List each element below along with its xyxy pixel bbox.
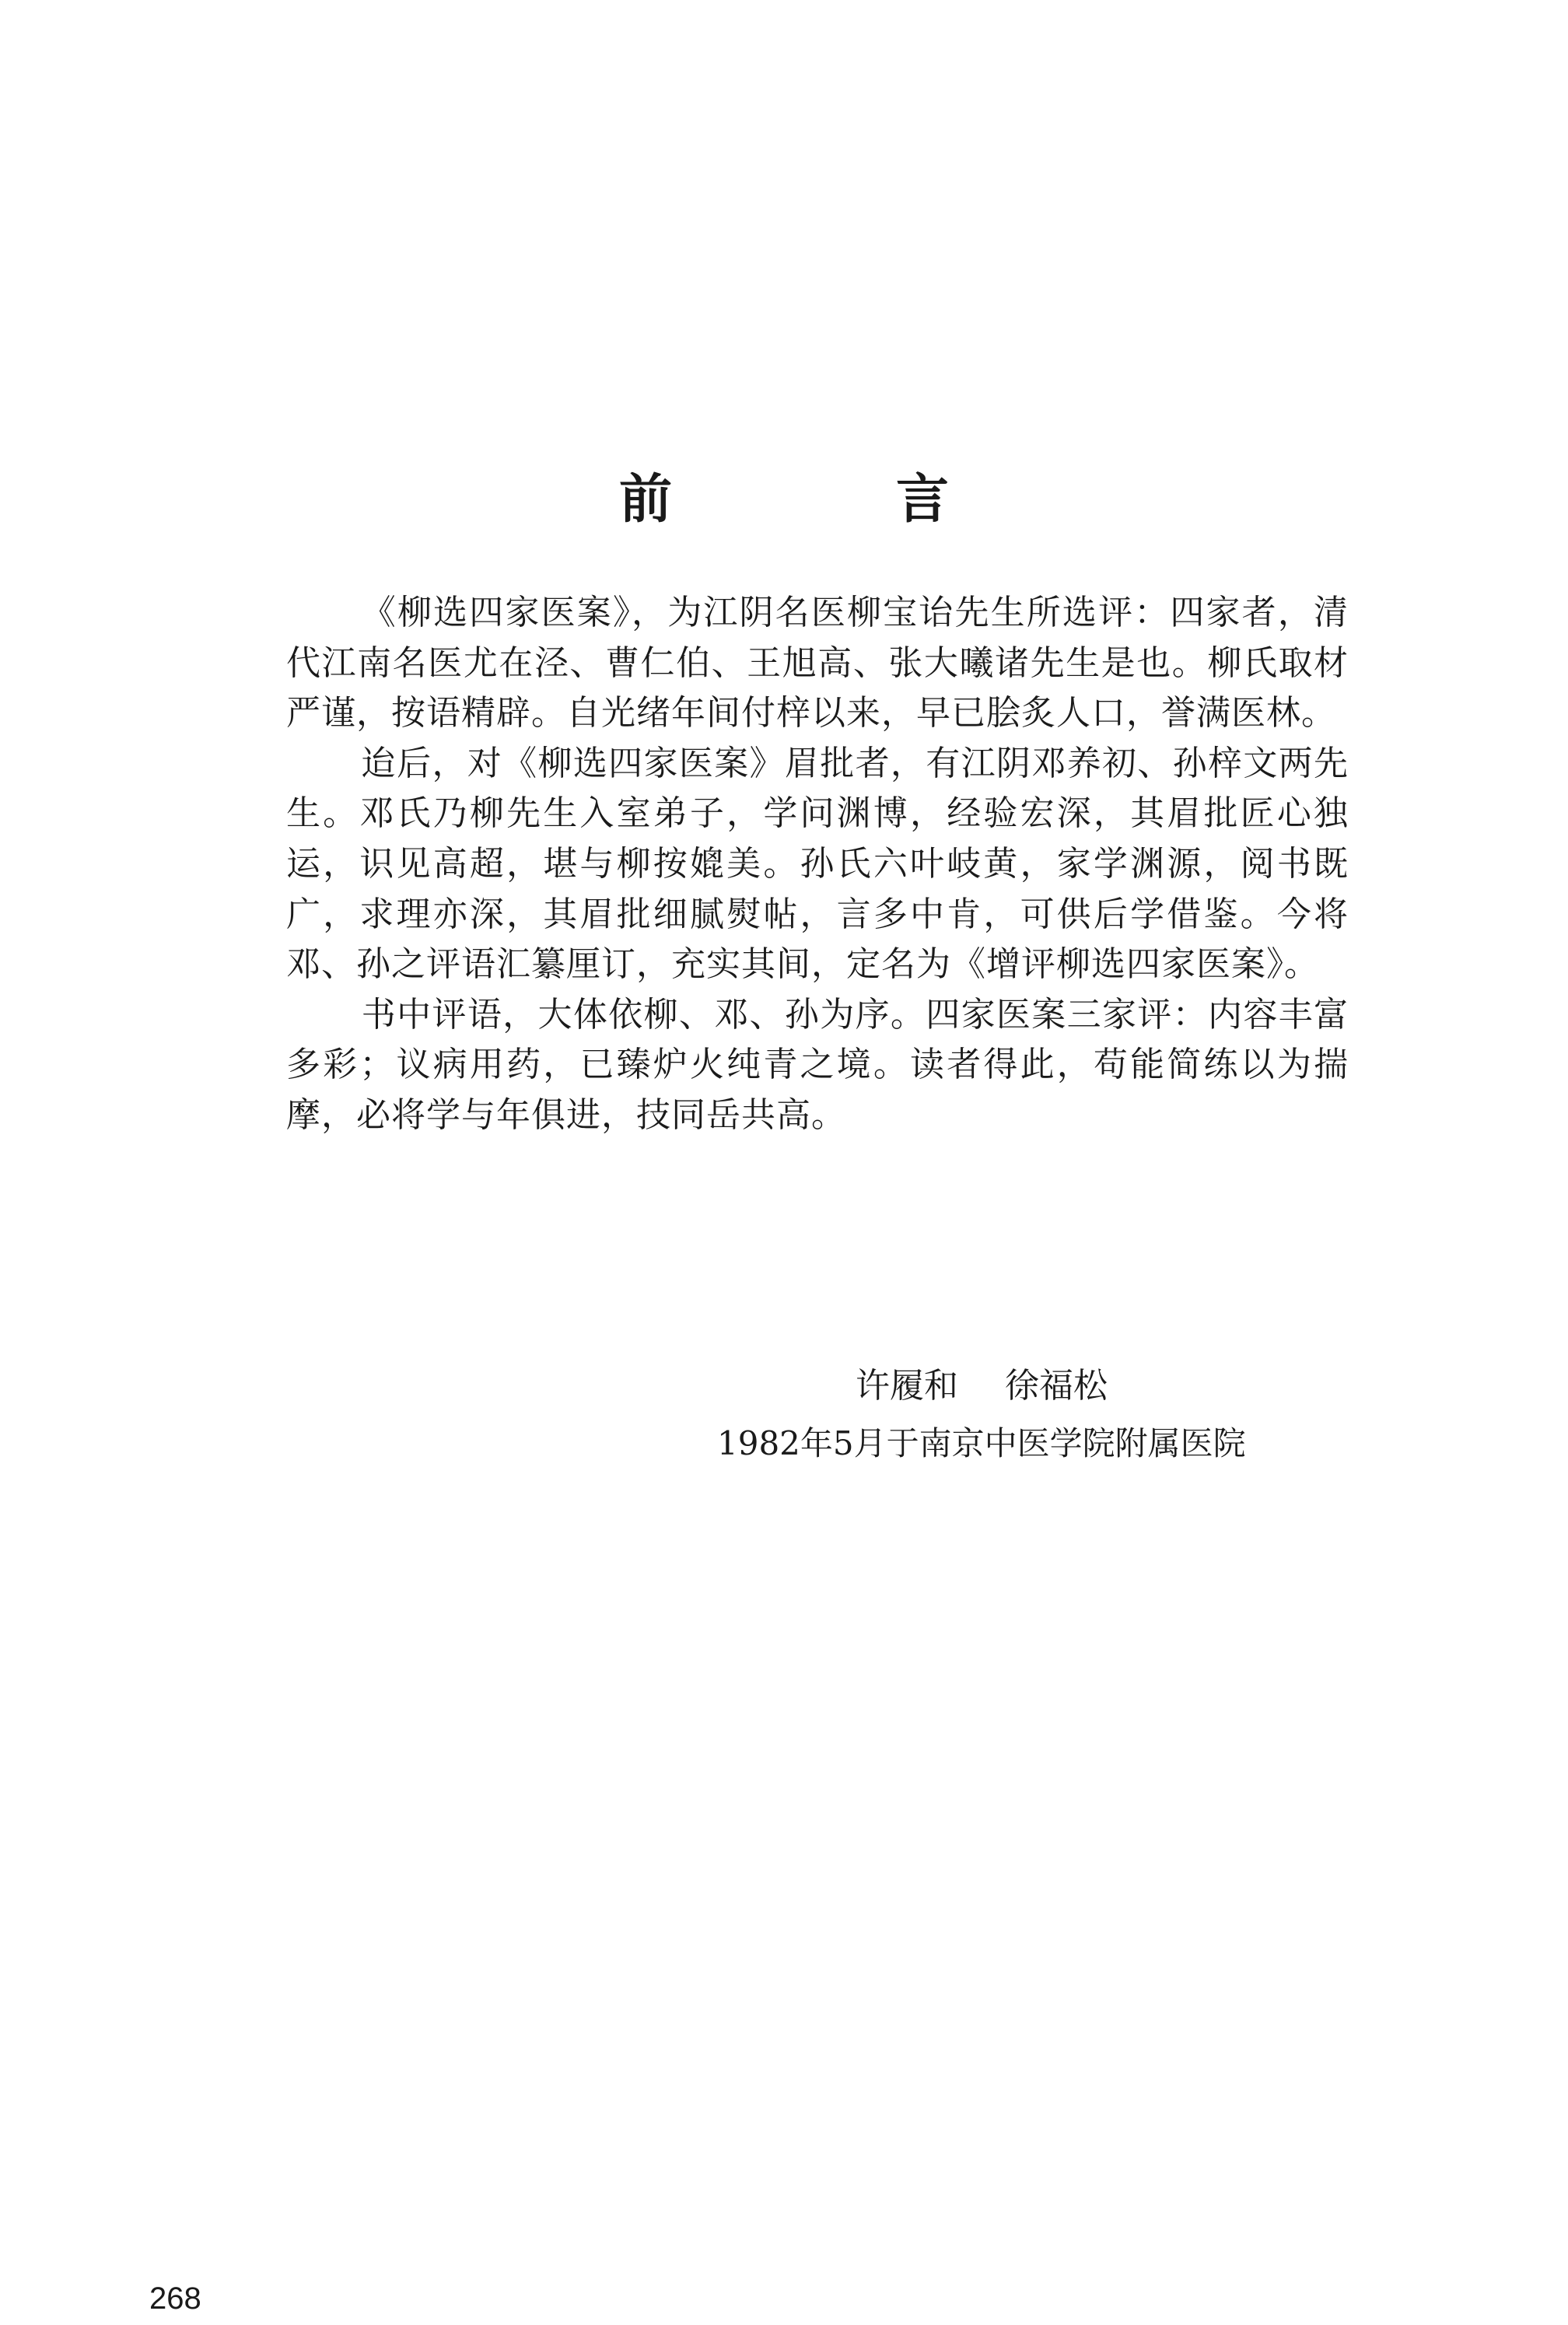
paragraph-1: 《柳选四家医案》，为江阴名医柳宝诒先生所选评：四家者，清代江南名医尤在泾、曹仁伯、王旭高、张大曦诸先生是也。柳氏取材严谨，按语精辟。自光绪年间付梓以来，早已脍炙人口，誉满医林。 — [286, 593, 1349, 734]
author-signature — [856, 1366, 1108, 1406]
author-name-1: 许履和 — [856, 1366, 958, 1406]
preface-body — [286, 588, 1349, 1141]
author-name-2: 徐福松 — [1005, 1366, 1108, 1406]
page-title: 前 言 — [618, 468, 1034, 530]
paragraph-2: 迨后，对《柳选四家医案》眉批者，有江阴邓养初、孙梓文两先生。邓氏乃柳先生入室弟子，学问渊博，经验宏深，其眉批匠心独运，识见高超，堪与柳按媲美。孙氏六叶岐黄，家学渊源，阅书既广，求理亦深，其眉批细腻熨帖，言多中肯，可供后学借鉴。今将邓、孙之评语汇纂厘订，充实其间，定名为《增评柳选四家医案》。 — [286, 743, 1349, 985]
date-place-line: 1982年5月于南京中医学院附属医院 — [717, 1424, 1246, 1462]
page-number: 268 — [149, 2281, 201, 2316]
paragraph-3: 书中评语，大体依柳、邓、孙为序。四家医案三家评：内容丰富多彩；议病用药，已臻炉火纯青之境。读者得此，苟能简练以为揣摩，必将学与年俱进，技同岳共高。 — [286, 994, 1349, 1135]
